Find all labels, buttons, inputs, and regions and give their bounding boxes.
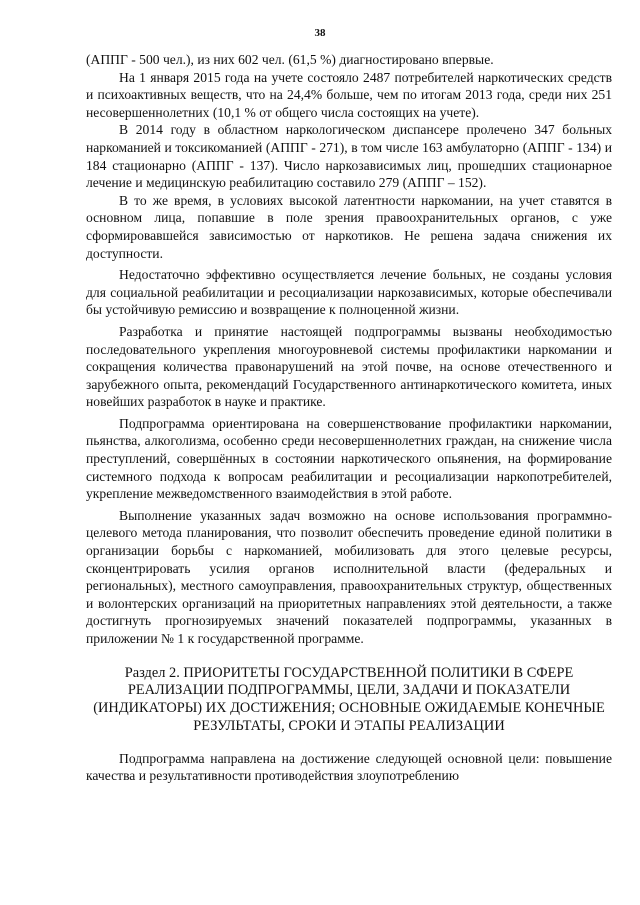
section-heading: Раздел 2. ПРИОРИТЕТЫ ГОСУДАРСТВЕННОЙ ПОЛИТИКИ В СФЕРЕ РЕАЛИЗАЦИИ ПОДПРОГРАММЫ, ЦЕЛИ, ЗАДАЧИ И ПОКАЗАТЕЛИ (ИНДИКАТОРЫ) ИХ ДОСТИЖЕНИЯ; ОСНОВНЫЕ ОЖИДАЕМЫЕ КОНЕЧНЫЕ РЕЗУЛЬТАТЫ, СРОКИ И ЭТАПЫ РЕАЛИЗАЦИИ (93, 664, 605, 734)
paragraph-treatment-2014: В 2014 году в областном наркологическом диспансере пролечено 347 больных наркоманией и токсикоманией (АППГ - 271), в том числе 163 амбулаторно (АППГ - 134) и 184 стационарно (АППГ - 137). Число наркозависимых лиц, прошедших стационарное лечение и медицинскую реабилитацию составило 279 (АППГ – 152). (86, 122, 612, 191)
paragraph-main-goal: Подпрограмма направлена на достижение следующей основной цели: повышение качества и результативности противодействия злоупотреблению (86, 750, 612, 784)
paragraph-implementation: Выполнение указанных задач возможно на основе использования программно-целевого метода планирования, что позволит обеспечить проведение единой политики в организации борьбы с наркоманией, мобилизовать для этого целевые ресурсы, сконцентрировать усилия органов исполнительной власти (федеральных и региональных), местного самоуправления, правоохранительных структур, общественных и волонтерских организаций на приоритетных направлениях этой деятельности, а также достигнуть прогнозируемых значений показателей подпрограммы, указанных в приложении № 1 к государственной программе. (86, 507, 612, 646)
paragraph-latency: В то же время, в условиях высокой латентности наркомании, на учет ставятся в основном лица, попавшие в поле зрения правоохранительных органов, с уже сформировавшейся зависимостью от наркотиков. Не решена задача снижения их доступности. (86, 192, 612, 261)
page-number: 38 (314, 27, 326, 39)
paragraph-registered-users: На 1 января 2015 года на учете состояло 2487 потребителей наркотических средств и психоактивных веществ, что на 24,4% больше, чем по итогам 2013 года, среди них 251 несовершеннолетних (10,1 % от общего числа состоящих на учете). (86, 69, 612, 120)
document-body (86, 51, 612, 785)
paragraph-subprogram-orientation: Подпрограмма ориентирована на совершенствование профилактики наркомании, пьянства, алкоголизма, особенно среди несовершеннолетних граждан, на снижение числа преступлений, совершённых в состоянии наркотического опьянения, на формирование системного подхода к вопросам реабилитации и ресоциализации наркопотребителей, укрепление межведомственного взаимодействия в этой работе. (86, 415, 612, 502)
paragraph-subprogram-development: Разработка и принятие настоящей подпрограммы вызваны необходимостью последовательного укрепления многоуровневой системы профилактики наркомании и сокращения количества правонарушений на этой почве, на основе отечественного и зарубежного опыта, рекомендаций Государственного антинаркотического комитета, иных новейших разработок в науке и практике. (86, 323, 612, 410)
paragraph-continued: (АППГ - 500 чел.), из них 602 чел. (61,5 %) диагностировано впервые. (86, 52, 494, 67)
paragraph-rehabilitation: Недостаточно эффективно осуществляется лечение больных, не созданы условия для социальной реабилитации и ресоциализации наркозависимых, которые обеспечивали бы устойчивую ремиссию и возвращение к полноценной жизни. (86, 267, 612, 318)
